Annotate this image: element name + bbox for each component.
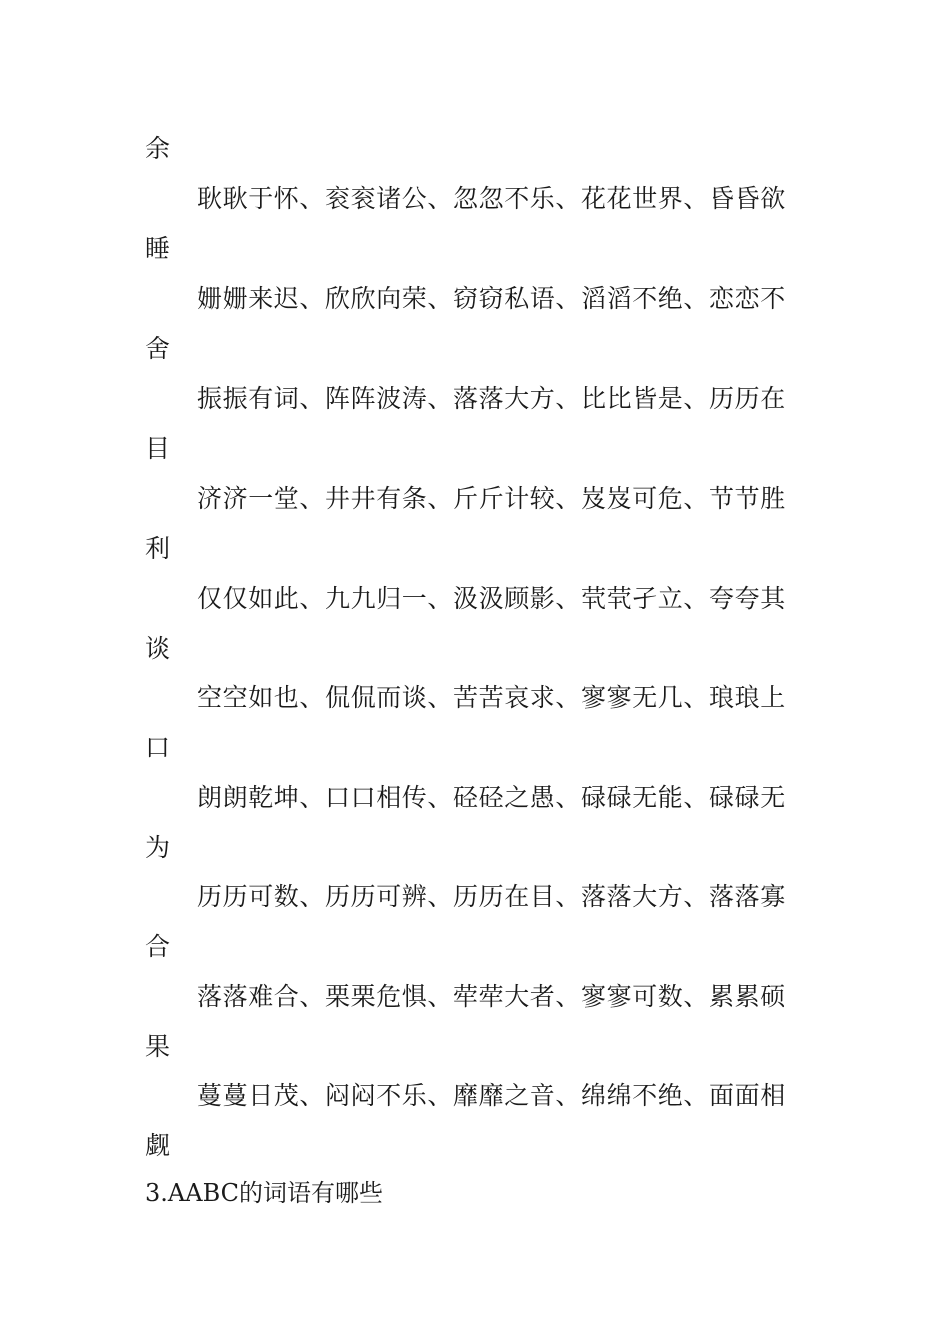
text-line: 目 <box>145 434 171 463</box>
text-line: 睡 <box>145 234 171 263</box>
text-line: 谈 <box>145 634 171 663</box>
text-line: 舍 <box>145 334 171 363</box>
text-line: 利 <box>145 534 171 563</box>
text-line: 振振有词、阵阵波涛、落落大方、比比皆是、历历在 <box>197 384 786 413</box>
text-line: 余 <box>145 134 171 163</box>
text-line: 蔓蔓日茂、闷闷不乐、靡靡之音、绵绵不绝、面面相 <box>197 1081 786 1110</box>
text-line: 空空如也、侃侃而谈、苦苦哀求、寥寥无几、琅琅上 <box>197 683 786 712</box>
section-heading: 3.AABC的词语有哪些 <box>145 1179 384 1207</box>
text-line: 姗姗来迟、欣欣向荣、窃窃私语、滔滔不绝、恋恋不 <box>197 284 786 313</box>
text-line: 朗朗乾坤、口口相传、硁硁之愚、碌碌无能、碌碌无 <box>197 783 786 812</box>
text-line: 济济一堂、井井有条、斤斤计较、岌岌可危、节节胜 <box>197 484 786 513</box>
text-line: 历历可数、历历可辨、历历在目、落落大方、落落寡 <box>197 882 786 911</box>
text-line: 落落难合、栗栗危惧、荦荦大者、寥寥可数、累累硕 <box>197 982 786 1011</box>
text-line: 仅仅如此、九九归一、汲汲顾影、茕茕孑立、夸夸其 <box>197 584 786 613</box>
text-line: 口 <box>145 733 171 762</box>
text-line: 耿耿于怀、衮衮诸公、忽忽不乐、花花世界、昏昏欲 <box>197 184 786 213</box>
text-line: 合 <box>145 932 171 961</box>
text-line: 为 <box>145 833 171 862</box>
text-line: 果 <box>145 1032 171 1061</box>
text-line: 觑 <box>145 1131 171 1160</box>
